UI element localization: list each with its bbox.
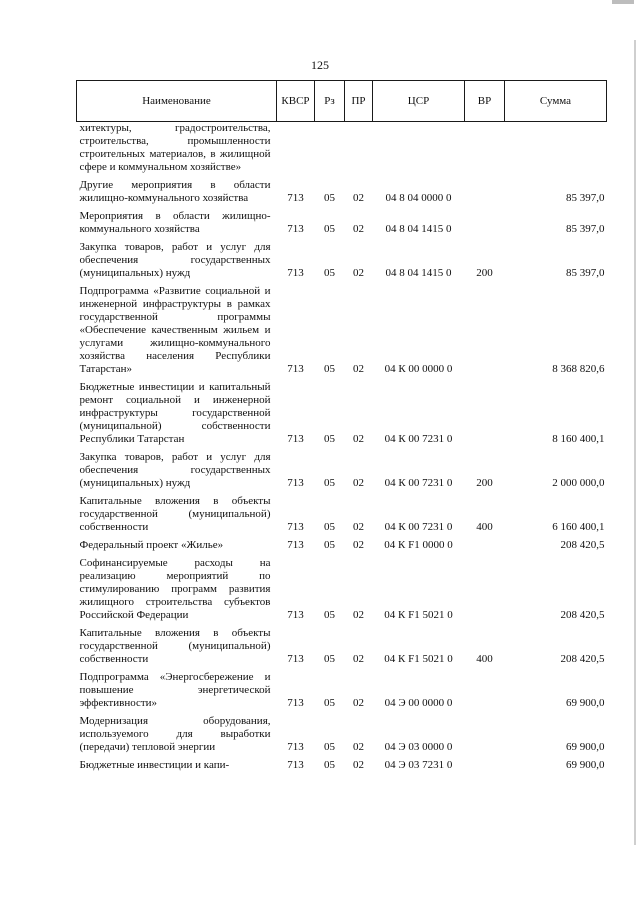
cell-sum: 69 900,0 [566,697,605,709]
table-row [77,379,607,449]
cell-vr [465,208,505,239]
cell-vr [465,283,505,379]
cell-csr: 04 Э 03 7231 0 [384,759,453,771]
cell-rz: 05 [324,521,335,533]
cell-pr: 02 [353,363,364,375]
cell-vr: 200 [476,477,493,489]
cell-vr [465,537,505,555]
cell-sum: 85 397,0 [566,223,605,235]
cell-rz: 05 [324,741,335,753]
cell-name: Бюджетные инвестиции и капи- [79,759,230,771]
scan-corner-mark [612,0,634,4]
budget-table [76,80,607,775]
cell-sum: 85 397,0 [566,267,605,279]
cell-pr: 02 [353,609,364,621]
cell-rz: 05 [324,477,335,489]
column-header-rz: Рз [315,81,345,122]
cell-csr: 04 К 00 7231 0 [384,477,453,489]
table-row [77,537,607,555]
cell-vr: 400 [476,653,493,665]
cell-csr: 04 К 00 7231 0 [384,521,453,533]
cell-rz: 05 [324,267,335,279]
table-row [77,555,607,625]
cell-sum: 208 420,5 [560,653,605,665]
cell-sum: 85 397,0 [566,192,605,204]
cell-csr: 04 К 00 7231 0 [384,433,453,445]
cell-vr: 400 [476,521,493,533]
cell-name: Капитальные вложения в объекты государственной (муниципальной) собственности [79,627,271,665]
table-row [77,669,607,713]
table-header-row [77,81,607,122]
cell-kvsr: 713 [287,521,304,533]
cell-kvsr: 713 [287,741,304,753]
cell-pr: 02 [353,267,364,279]
cell-vr [465,555,505,625]
cell-name: Подпрограмма «Энергосбережение и повышение энергетической эффективности» [79,671,271,709]
table-row [77,283,607,379]
cell-name: Подпрограмма «Развитие социальной и инженерной инфраструктуры в рамках государственной программы «Обеспечение качественным жильем и услугами жилищно-коммунального хозяйства населения Республики Татарстан» [79,285,271,375]
cell-vr [465,379,505,449]
cell-pr: 02 [353,477,364,489]
cell-csr: 04 8 04 1415 0 [385,223,452,235]
cell-csr: 04 К F1 5021 0 [384,609,453,621]
cell-sum: 8 368 820,6 [552,363,605,375]
cell-pr: 02 [353,759,364,771]
column-header-vr: ВР [465,81,505,122]
cell-kvsr: 713 [287,192,304,204]
cell-vr: 200 [476,267,493,279]
cell-name: Капитальные вложения в объекты государственной (муниципальной) собственности [79,495,271,533]
column-header-kvsr: КВСР [277,81,315,122]
cell-pr: 02 [353,741,364,753]
cell-name: Закупка товаров, работ и услуг для обеспечения государственных (муниципальных) нужд [79,451,271,489]
cell-kvsr: 713 [287,609,304,621]
table-row [77,625,607,669]
table-row [77,493,607,537]
cell-pr: 02 [353,521,364,533]
cell-name: Софинансируемые расходы на реализацию мероприятий по стимулированию программ развития жилищного строительства субъектов Российской Федерации [79,557,271,621]
cell-rz: 05 [324,539,335,551]
cell-kvsr: 713 [287,267,304,279]
cell-rz [315,122,345,178]
cell-pr: 02 [353,539,364,551]
cell-csr: 04 Э 03 0000 0 [384,741,453,753]
cell-rz: 05 [324,653,335,665]
cell-pr: 02 [353,653,364,665]
cell-rz: 05 [324,697,335,709]
cell-pr: 02 [353,697,364,709]
cell-sum: 69 900,0 [566,741,605,753]
cell-rz: 05 [324,192,335,204]
cell-rz: 05 [324,759,335,771]
cell-name: Закупка товаров, работ и услуг для обеспечения государственных (муниципальных) нужд [79,241,271,279]
cell-kvsr: 713 [287,477,304,489]
table-row [77,757,607,775]
table-row [77,122,607,178]
cell-kvsr: 713 [287,363,304,375]
column-header-name: Наименование [77,81,277,122]
cell-csr [373,122,465,178]
cell-pr [345,122,373,178]
cell-sum: 2 000 000,0 [552,477,605,489]
cell-kvsr: 713 [287,433,304,445]
cell-csr: 04 8 04 1415 0 [385,267,452,279]
table-row [77,177,607,208]
cell-rz: 05 [324,363,335,375]
cell-sum: 208 420,5 [560,609,605,621]
cell-name: Федеральный проект «Жилье» [79,539,224,551]
column-header-pr: ПР [345,81,373,122]
page-number: 125 [311,58,329,72]
cell-name: Мероприятия в области жилищно-коммунального хозяйства [79,210,271,235]
table-body [77,122,607,776]
cell-rz: 05 [324,223,335,235]
cell-csr: 04 К 00 0000 0 [384,363,453,375]
cell-sum: 8 160 400,1 [552,433,605,445]
cell-rz: 05 [324,433,335,445]
cell-sum: 6 160 400,1 [552,521,605,533]
cell-sum: 208 420,5 [560,539,605,551]
cell-csr: 04 Э 00 0000 0 [384,697,453,709]
cell-vr [465,177,505,208]
cell-vr [465,757,505,775]
table-row [77,449,607,493]
cell-pr: 02 [353,433,364,445]
cell-name: Модернизация оборудования, используемого для выработки (передачи) тепловой энергии [79,715,271,753]
cell-pr: 02 [353,192,364,204]
cell-sum [505,122,607,178]
cell-vr [465,669,505,713]
cell-kvsr: 713 [287,539,304,551]
column-header-csr: ЦСР [373,81,465,122]
cell-kvsr: 713 [287,653,304,665]
cell-vr [465,713,505,757]
cell-name: хитектуры, градостроительства, строительства, промышленности строительных материалов, в жилищной сфере и коммунальном хозяйстве» [79,122,271,173]
table-row [77,208,607,239]
scan-edge-line [634,40,636,845]
cell-kvsr: 713 [287,759,304,771]
cell-kvsr [277,122,315,178]
cell-vr [465,122,505,178]
cell-csr: 04 К F1 0000 0 [384,539,453,551]
cell-kvsr: 713 [287,697,304,709]
cell-name: Бюджетные инвестиции и капитальный ремонт социальной и инженерной инфраструктуры государственной (муниципальной) собственности Республики Татарстан [79,381,271,445]
cell-pr: 02 [353,223,364,235]
table-row [77,713,607,757]
cell-sum: 69 900,0 [566,759,605,771]
cell-kvsr: 713 [287,223,304,235]
cell-csr: 04 8 04 0000 0 [385,192,452,204]
cell-name: Другие мероприятия в области жилищно-коммунального хозяйства [79,179,271,204]
column-header-sum: Сумма [505,81,607,122]
table-row [77,239,607,283]
cell-csr: 04 К F1 5021 0 [384,653,453,665]
cell-rz: 05 [324,609,335,621]
